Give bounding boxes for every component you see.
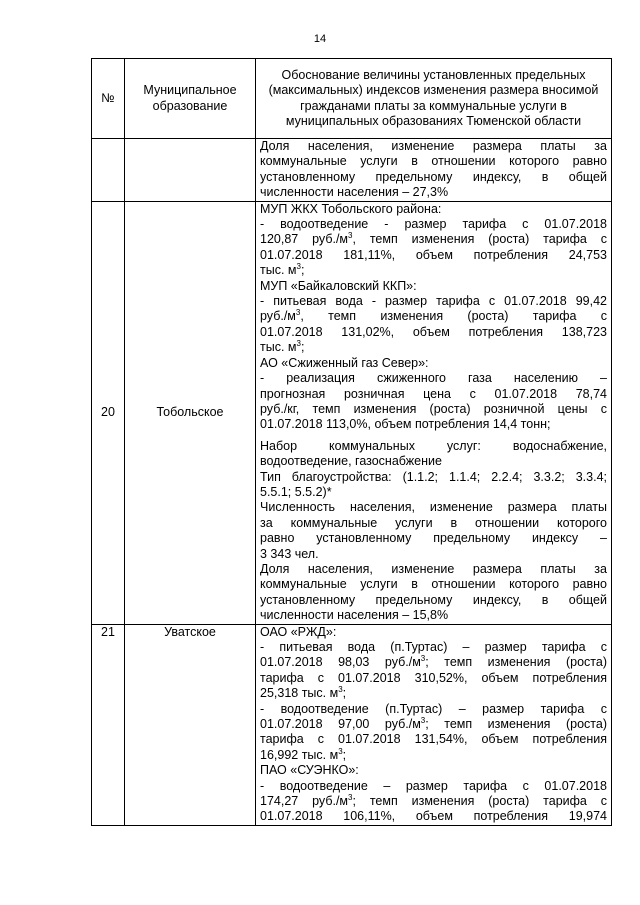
text-line: Тип благоустройства: (1.1.2; 1.1.4; 2.2.4; 3.3.2; 3.3.4; [260, 469, 607, 484]
text-line: 01.07.2018 98,03 $руб./м^3$; темп изменения (роста) [260, 654, 607, 670]
table-header-row [92, 59, 612, 139]
text-line: коммунальные услуги в отношении которого равно [260, 577, 607, 592]
text-line: численности населения – 15,8% [260, 608, 449, 623]
municipality-name: Тобольское [125, 201, 256, 624]
text-line: Набор коммунальных услуг: водоснабжение, [260, 438, 607, 453]
text-line: 3 343 чел. [260, 546, 319, 561]
text-line: численности населения – 27,3% [260, 185, 449, 200]
header-municipality: Муниципальное образование [125, 59, 256, 139]
text-line: - питьевая вода (п.Туртас) – размер тарифа с [260, 640, 607, 654]
text-line: Доля населения, изменение размера платы за [260, 139, 607, 153]
text-line: - водоотведение – размер тарифа с 01.07.2018 [260, 778, 607, 793]
row-number: 21 [92, 624, 125, 825]
justification-cell [256, 201, 612, 624]
text-line: 16,992 тыс. $м^3$; [260, 746, 347, 762]
tariff-justification-table [91, 58, 612, 826]
table-row-21 [92, 624, 612, 825]
text-line: - водоотведение - размер тарифа с 01.07.2018 [260, 217, 607, 232]
text-line: тыс. $м^3$; [260, 262, 305, 278]
text-line: установленному предельному индексу, в общей [260, 169, 607, 184]
text-line: 01.07.2018 106,11%, объем потребления 19,974 [260, 809, 607, 824]
table-row-continuation [92, 139, 612, 202]
text-line: прогнозная розничная цена с 01.07.2018 78,74 [260, 386, 607, 401]
org-title: ОАО «РЖД»: [260, 624, 337, 639]
text-line: Доля населения, изменение размера платы за [260, 561, 607, 576]
table-row-20 [92, 201, 612, 624]
org-title: МУП «Байкаловский ККП»: [260, 278, 417, 293]
text-line: - реализация сжиженного газа населению – [260, 371, 607, 386]
text-line: Численность населения, изменение размера платы [260, 500, 607, 515]
text-line: 120,87 $руб./м^3$, темп изменения (роста) тарифа с [260, 231, 607, 247]
text-line: тыс. $м^3$; [260, 339, 305, 355]
text-line: водоотведение, газоснабжение [260, 454, 442, 469]
row-number: 20 [92, 201, 125, 624]
text-line: - водоотведение (п.Туртас) – размер тарифа с [260, 701, 607, 716]
org-title: МУП ЖКХ Тобольского района: [260, 201, 442, 216]
text-line: тарифа с 01.07.2018 131,54%, объем потребления [260, 732, 607, 747]
text-line: 174,27 $руб./м^3$; темп изменения (роста) тарифа с [260, 792, 607, 809]
header-num: № [92, 59, 125, 139]
text-line: коммунальные услуги в отношении которого равно [260, 154, 607, 169]
header-justification: Обоснование величины установленных предельных (максимальных) индексов изменения размера вносимой гражданами платы за коммунальные услуги в муниципальных образованиях Тюменской области [256, 59, 612, 139]
text-line: 01.07.2018 97,00 $руб./м^3$; темп изменения (роста) [260, 715, 607, 732]
text-line: 01.07.2018 113,0%, объем потребления 14,4 тонн; [260, 417, 551, 432]
text-line: 01.07.2018 181,11%, объем потребления 24,753 [260, 247, 607, 262]
text-line: 01.07.2018 131,02%, объем потребления 138,723 [260, 324, 607, 339]
text-line: $руб./м^3$, темп изменения (роста) тарифа с [260, 308, 607, 324]
text-line: 25,318 тыс. $м^3$; [260, 685, 347, 701]
text-line: установленному предельному индексу, в общей [260, 592, 607, 607]
org-title: ПАО «СУЭНКО»: [260, 763, 359, 778]
text-line: тарифа с 01.07.2018 310,52%, объем потребления [260, 670, 607, 685]
org-title: АО «Сжиженный газ Север»: [260, 355, 429, 370]
text-line: 5.5.1; 5.5.2)* [260, 484, 332, 499]
text-line: равно установленному предельному индексу – [260, 531, 607, 546]
text-line: за коммунальные услуги в отношении которого [260, 515, 607, 530]
continuation-cell [256, 139, 612, 202]
municipality-name: Уватское [125, 624, 256, 825]
page-number: 14 [313, 33, 327, 45]
text-line: руб./кг, темп изменения (роста) розничной цены с [260, 401, 607, 416]
justification-cell [256, 624, 612, 825]
text-line: - питьевая вода - размер тарифа с 01.07.2018 99,42 [260, 294, 607, 309]
